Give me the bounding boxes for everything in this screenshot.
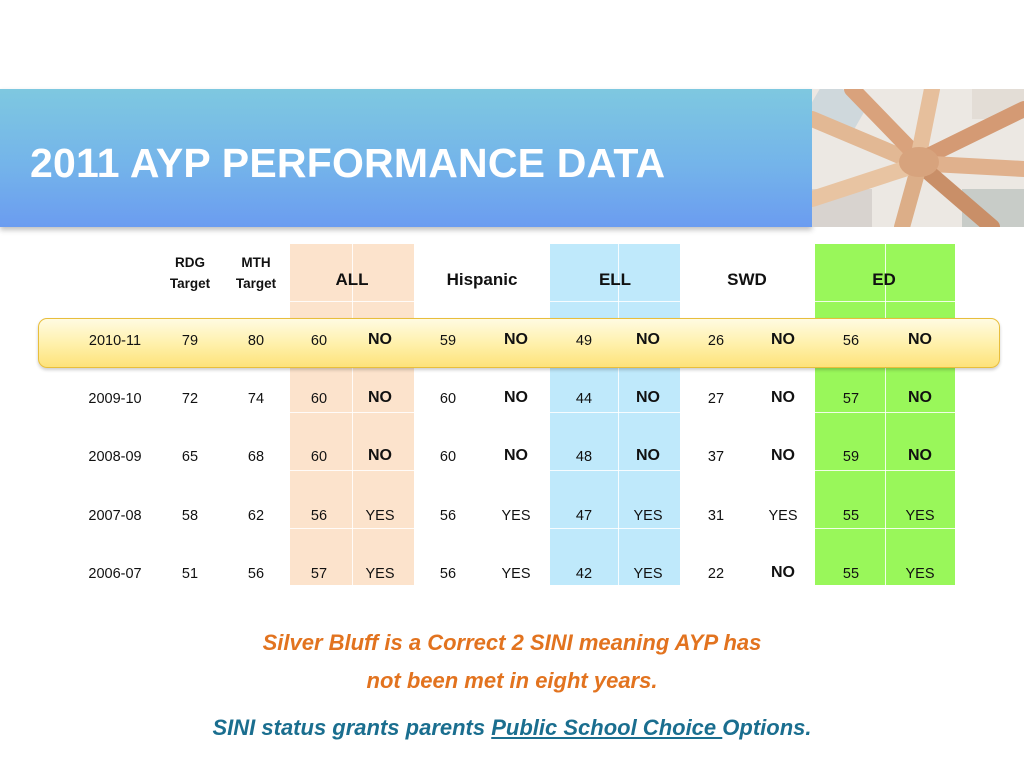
row-group-ayp-met: NO: [368, 331, 392, 348]
row-group-ayp-met: NO: [636, 331, 660, 348]
row-group-score: 57: [310, 566, 328, 582]
row-group-ayp-met: NO: [771, 331, 795, 348]
row-group-ayp-met: YES: [768, 508, 798, 524]
row-group-score: 56: [310, 508, 328, 524]
row-group-ayp-met: YES: [633, 508, 663, 524]
row-group-score: 56: [439, 566, 457, 582]
public-school-choice-link[interactable]: Public School Choice: [491, 715, 723, 740]
row-year: 2006-07: [88, 566, 142, 582]
row-group-score: 60: [310, 449, 328, 465]
row-group-score: 56: [842, 333, 860, 349]
row-mth-target: 80: [247, 333, 265, 349]
column-band-ed: [815, 244, 955, 585]
column-band-ell: [550, 244, 680, 585]
column-band-all: [290, 244, 414, 585]
note-line-3: [0, 715, 1024, 741]
row-group-ayp-met: NO: [504, 389, 528, 406]
header-group-swd: SWD: [727, 270, 767, 289]
row-group-score: 48: [575, 449, 593, 465]
header-group-hispanic: Hispanic: [446, 270, 518, 289]
header-mth-label: MTH: [241, 255, 271, 270]
row-group-ayp-met: NO: [908, 389, 932, 406]
row-rdg-target: 72: [181, 391, 199, 407]
row-group-score: 44: [575, 391, 593, 407]
row-group-ayp-met: NO: [504, 331, 528, 348]
row-group-score: 60: [439, 449, 457, 465]
row-group-ayp-met: YES: [905, 566, 935, 582]
row-rdg-target: 79: [181, 333, 199, 349]
header-mth-target: Target: [235, 276, 277, 291]
row-group-score: 56: [439, 508, 457, 524]
header-rdg-label: RDG: [175, 255, 205, 270]
row-group-ayp-met: NO: [908, 447, 932, 464]
row-group-ayp-met: YES: [501, 508, 531, 524]
row-year: 2008-09: [88, 449, 142, 465]
row-year: 2009-10: [88, 391, 142, 407]
row-group-ayp-met: NO: [771, 389, 795, 406]
row-mth-target: 74: [247, 391, 265, 407]
row-group-ayp-met: NO: [504, 447, 528, 464]
row-group-score: 42: [575, 566, 593, 582]
note-line-3-suffix: Options.: [722, 715, 812, 740]
row-group-ayp-met: NO: [771, 564, 795, 581]
row-group-score: 60: [310, 333, 328, 349]
row-group-ayp-met: NO: [908, 331, 932, 348]
header-rdg-target: Target: [169, 276, 211, 291]
row-group-score: 60: [310, 391, 328, 407]
page-title: 2011 AYP PERFORMANCE DATA: [30, 140, 666, 186]
row-group-ayp-met: YES: [365, 508, 395, 524]
note-line-3-prefix: SINI status grants parents: [212, 715, 492, 740]
row-group-score: 31: [707, 508, 725, 524]
row-group-ayp-met: YES: [905, 508, 935, 524]
note-line-2: not been met in eight years.: [366, 668, 658, 693]
row-rdg-target: 58: [181, 508, 199, 524]
row-group-score: 57: [842, 391, 860, 407]
row-rdg-target: 51: [181, 566, 199, 582]
row-group-score: 27: [707, 391, 725, 407]
row-group-ayp-met: NO: [368, 389, 392, 406]
row-group-score: 55: [842, 566, 860, 582]
row-group-ayp-met: YES: [365, 566, 395, 582]
row-mth-target: 68: [247, 449, 265, 465]
row-group-ayp-met: NO: [636, 389, 660, 406]
row-group-score: 59: [439, 333, 457, 349]
header-group-ed: ED: [872, 270, 896, 289]
row-group-score: 49: [575, 333, 593, 349]
row-group-score: 60: [439, 391, 457, 407]
row-group-score: 22: [707, 566, 725, 582]
row-group-score: 55: [842, 508, 860, 524]
row-group-score: 37: [707, 449, 725, 465]
row-group-score: 26: [707, 333, 725, 349]
row-mth-target: 62: [247, 508, 265, 524]
hands-together-icon: [812, 89, 1024, 227]
row-group-score: 59: [842, 449, 860, 465]
header-group-ell: ELL: [598, 270, 632, 289]
row-rdg-target: 65: [181, 449, 199, 465]
row-mth-target: 56: [247, 566, 265, 582]
row-group-ayp-met: NO: [368, 447, 392, 464]
row-group-ayp-met: NO: [636, 447, 660, 464]
row-group-ayp-met: YES: [501, 566, 531, 582]
hands-together-photo: [812, 89, 1024, 227]
note-line-1: Silver Bluff is a Correct 2 SINI meaning AYP has: [262, 630, 762, 655]
row-group-ayp-met: YES: [633, 566, 663, 582]
row-group-ayp-met: NO: [771, 447, 795, 464]
header-group-all: ALL: [335, 270, 369, 289]
row-year: 2010-11: [88, 333, 142, 349]
row-year: 2007-08: [88, 508, 142, 524]
row-group-score: 47: [575, 508, 593, 524]
